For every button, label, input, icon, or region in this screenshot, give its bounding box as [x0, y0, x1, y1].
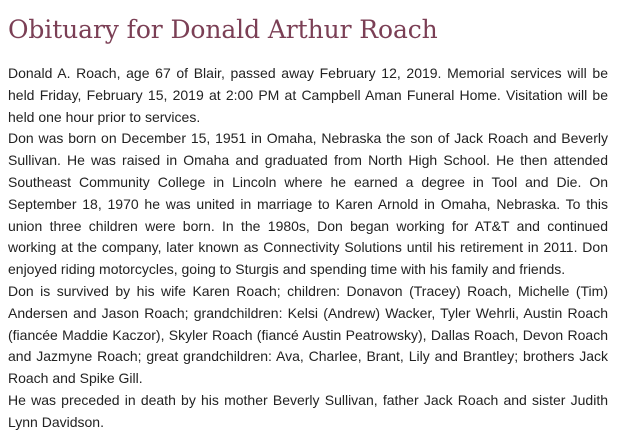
- obituary-body: [8, 63, 608, 434]
- paragraph-preceded-in-death: He was preceded in death by his mother Beverly Sullivan, father Jack Roach and sister Judith Lynn Davidson.: [8, 391, 608, 430]
- page-title: Obituary for Donald Arthur Roach: [8, 15, 438, 44]
- paragraph-biography: Don was born on December 15, 1951 in Omaha, Nebraska the son of Jack Roach and Beverly Sullivan. He was raised in Omaha and graduated from North High School. He then attended Southeast Community College in Lincoln where he earned a degree in Tool and Die. On September 18, 1970 he was united in marriage to Karen Arnold in Omaha, Nebraska. To this union three children were born. In the 1980s, Don began working for AT&T and continued working at the company, later known as Connectivity Solutions until his retirement in 2011. Don enjoyed riding motorcycles, going to Sturgis and spending time with his family and friends.: [8, 130, 608, 278]
- paragraph-survivors: Don is survived by his wife Karen Roach; children: Donavon (Tracey) Roach, Michelle (Tim) Andersen and Jason Roach; grandchildren: Kelsi (Andrew) Wacker, Tyler Wehrli, Austin Roach (fiancée Maddie Kaczor), Skyler Roach (fiancé Austin Peatrowsky), Dallas Roach, Devon Roach and Jazmyne Roach; great grandchildren: Ava, Charlee, Brant, Lily and Brantley; brothers Jack Roach and Spike Gill.: [8, 282, 608, 387]
- obituary-page: [8, 0, 608, 434]
- paragraph-services: Donald A. Roach, age 67 of Blair, passed away February 12, 2019. Memorial services will be held Friday, February 15, 2019 at 2:00 PM at Campbell Aman Funeral Home. Visitation will be held one hour prior to services.: [8, 65, 608, 125]
